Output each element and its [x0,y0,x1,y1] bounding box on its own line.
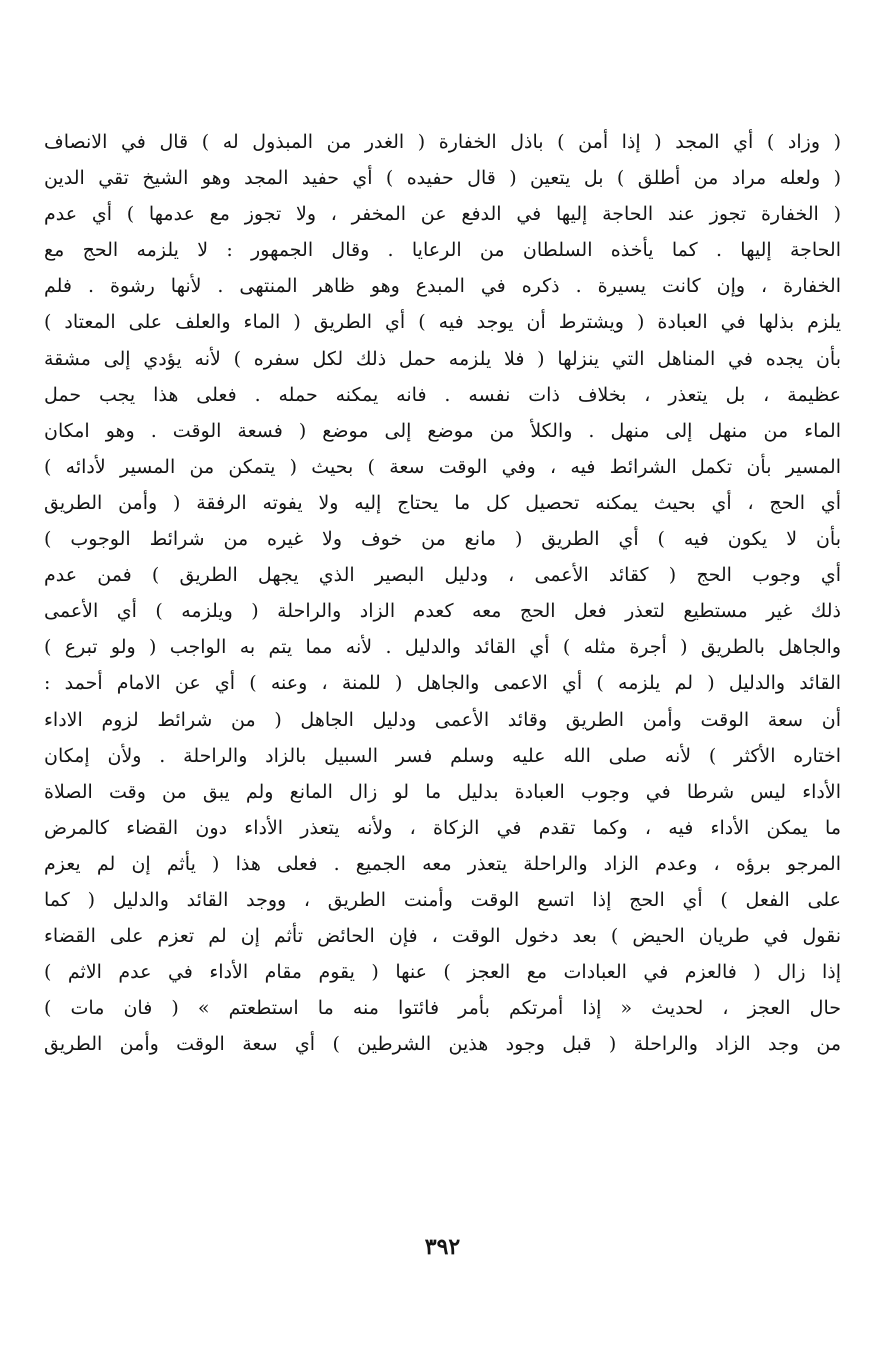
text-line: الماء من منهل إلى منهل . والكلأ من موضع إلى موضع ( فسعة الوقت . وهو امكان [44,419,841,442]
text-line: المرجو برؤه ، وعدم الزاد والراحلة يتعذر معه الجميع . فعلى هذا ( يأثم إن لم يعزم [44,852,841,875]
text-line: إذا زال ( فالعزم في العبادات مع العجز ) عنها ( يقوم مقام الأداء في عدم الاثم ) [44,961,841,984]
body-text [44,124,841,1062]
text-line: القائد والدليل ( لم يلزمه ) أي الاعمى والجاهل ( للمنة ، وعنه ) أي عن الامام أحمد : [44,672,841,695]
text-line: حال العجز ، لحديث « إذا أمرتكم بأمر فائتوا منه ما استطعتم » ( فان مات ) [44,997,841,1020]
text-line: ( ولعله مراد من أطلق ) بل يتعين ( قال حفيده ) أي حفيد المجد وهو الشيخ تقي الدين [44,167,841,190]
text-line: أي الحج ، أي بحيث يمكنه تحصيل كل ما يحتاج إليه ولا يفوته الرفقة ( وأمن الطريق [44,491,841,514]
text-line: ( الخفارة تجوز عند الحاجة إليها في الدفع عن المخفر ، ولا تجوز مع عدمها ) أي عدم [44,203,841,226]
text-line: أي وجوب الحج ( كقائد الأعمى ، ودليل البصير الذي يجهل الطريق ) فمن عدم [44,564,841,587]
text-line: عظيمة ، بل يتعذر ، بخلاف ذات نفسه . فانه يمكنه حمله . فعلى هذا يجب حمل [44,383,841,406]
text-line: ( وزاد ) أي المجد ( إذا أمن ) باذل الخفارة ( الغدر من المبذول له ) قال في الانصاف [44,131,841,153]
text-line: الحاجة إليها . كما يأخذه السلطان من الرعايا . وقال الجمهور : لا يلزمه الحج مع [44,239,841,262]
text-line: بأن لا يكون فيه ) أي الطريق ( مانع من خوف ولا غيره من شرائط الوجوب ) [44,528,841,551]
text-line: من وجد الزاد والراحلة ( قبل وجود هذين الشرطين ) أي سعة الوقت وأمن الطريق [44,1033,841,1056]
text-line: يلزم بذلها في العبادة ( ويشترط أن يوجد فيه ) أي الطريق ( الماء والعلف على المعتاد ) [44,311,841,334]
text-line: أن سعة الوقت وأمن الطريق وقائد الأعمى ودليل الجاهل ( من شرائط لزوم الاداء [44,708,841,731]
text-line: المسير بأن تكمل الشرائط فيه ، وفي الوقت سعة ) بحيث ( يتمكن من المسير لأدائه ) [44,455,841,478]
text-line: على الفعل ) أي الحج إذا اتسع الوقت وأمنت الطريق ، ووجد القائد والدليل ( كما [44,888,841,911]
page-number: ٣٩٢ [424,1234,461,1260]
text-line: ذلك غير مستطيع لتعذر فعل الحج معه كعدم الزاد والراحلة ( ويلزمه ) أي الأعمى [44,600,841,623]
text-line: نقول في طريان الحيض ) بعد دخول الوقت ، فإن الحائض تأثم إن لم تعزم على القضاء [44,925,841,948]
text-line: اختاره الأكثر ) لأنه صلى الله عليه وسلم فسر السبيل بالزاد والراحلة . ولأن إمكان [44,744,841,767]
text-line: الأداء ليس شرطا في وجوب العبادة بدليل ما لو زال المانع ولم يبق من وقت الصلاة [44,780,841,803]
text-line: بأن يجده في المناهل التي ينزلها ( فلا يلزمه حمل ذلك لكل سفره ) لأنه يؤدي إلى مشقة [44,347,841,370]
text-line: الخفارة ، وإن كانت يسيرة . ذكره في المبدع وهو ظاهر المنتهى . لأنها رشوة . فلم [44,275,841,298]
text-line: والجاهل بالطريق ( أجرة مثله ) أي القائد والدليل . لأنه مما يتم به الواجب ( ولو تبرع ) [44,636,841,659]
text-line: ما يمكن الأداء فيه ، وكما تقدم في الزكاة ، ولأنه يتعذر الأداء دون القضاء كالمرض [44,816,841,839]
